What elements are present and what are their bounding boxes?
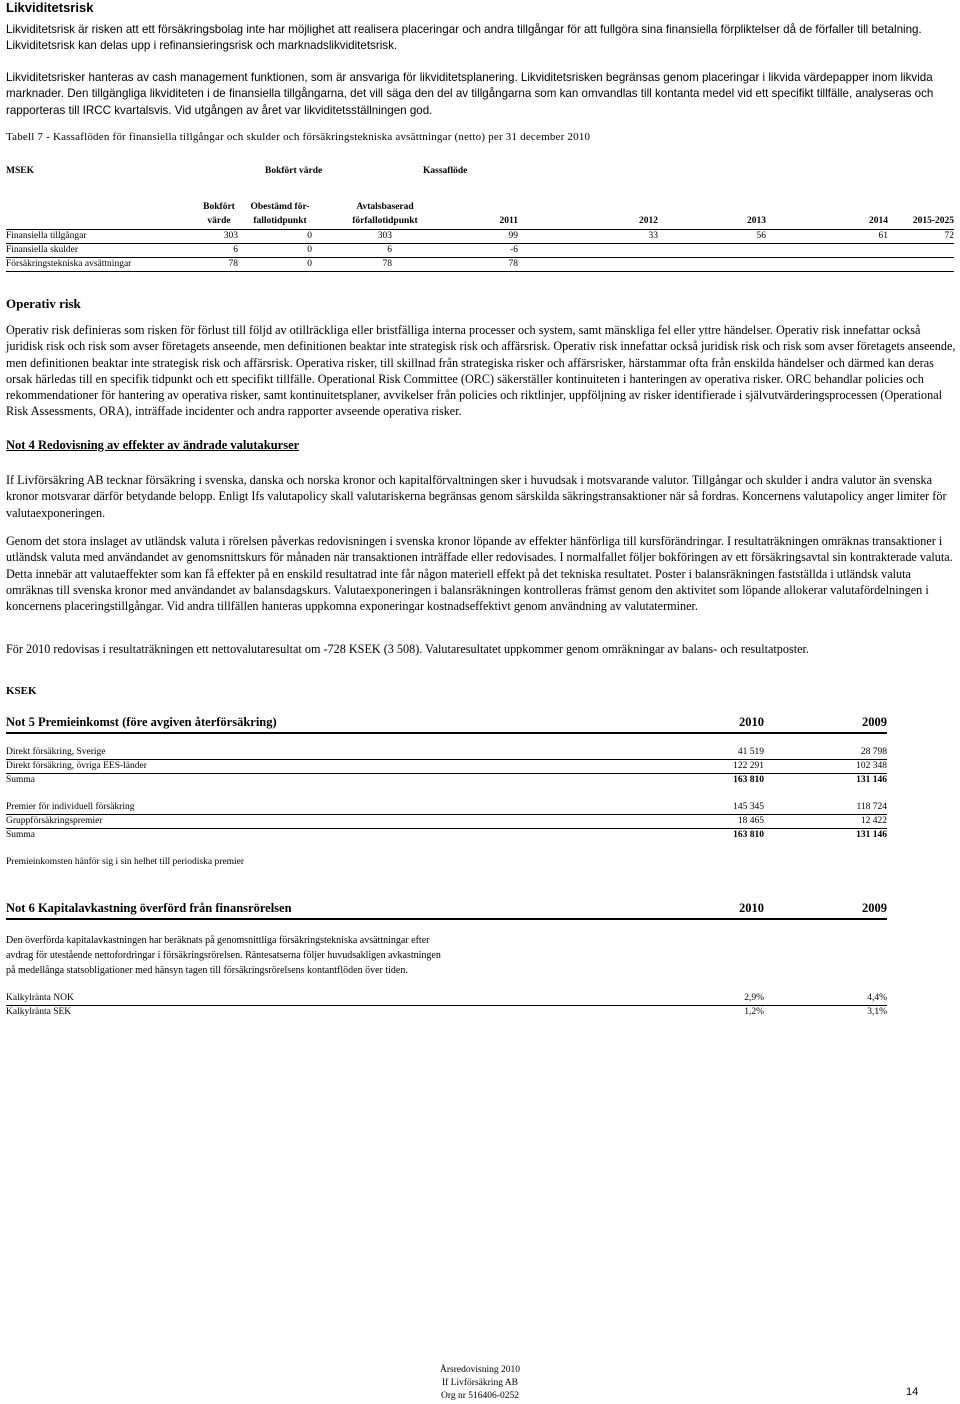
note5-cell: 41 519	[737, 747, 764, 757]
note6-row-rule	[6, 1005, 887, 1006]
table7-cell: 6	[233, 245, 238, 255]
note5-cell: 28 798	[860, 747, 887, 757]
note5-cell: 12 422	[860, 816, 887, 826]
note4-heading-text: Not 4 Redovisning av effekter av ändrade valutakurser	[6, 438, 300, 452]
note5-row-label: Direkt försäkring, övriga EES-länder	[6, 761, 147, 771]
footer-report-title: Årsredovisning 2010	[440, 1365, 520, 1375]
note5-row-rule	[6, 828, 887, 829]
note5-col-2010: 2010	[739, 715, 764, 729]
note6-col-2010: 2010	[739, 901, 764, 915]
footer	[380, 1364, 580, 1403]
note5-row-label: Gruppförsäkringspremier	[6, 816, 103, 826]
table7-cell: 0	[307, 231, 312, 241]
liquidity-paragraph-1: Likviditetsrisk är risken att ett försäkringsbolag inte har möjlighet att realisera placeringar och andra tillgångar för att fullgöra sina finansiella förpliktelser då de förfaller till betalning. Likviditetsrisk kan delas upp i refinansieringsrisk och marknadslikviditetsrisk.	[6, 23, 922, 53]
note5-cell: 131 146	[856, 775, 887, 785]
table7-row-label: Finansiella tillgångar	[6, 231, 87, 241]
note5-cell: 131 146	[856, 830, 887, 840]
note6-cell: 4,4%	[867, 993, 887, 1003]
note5-row-rule	[6, 773, 887, 774]
table7-header-2011: 2011	[499, 216, 518, 226]
table7-header-obestamd-2: fallotidpunkt	[253, 216, 307, 226]
table7-group-kassaflode: Kassaflöde	[423, 166, 468, 176]
footer-org-number: Org nr 516406-0252	[441, 1391, 519, 1401]
table7-cell: 72	[944, 231, 954, 241]
note5-header-rule	[6, 732, 887, 734]
note6-row-label: Kalkylränta NOK	[6, 993, 74, 1003]
note5-row-label: Summa	[6, 830, 36, 840]
table7-header-2014: 2014	[869, 216, 888, 226]
table7-header-bokfort-2: värde	[207, 216, 231, 226]
note5-cell: 145 345	[733, 802, 764, 812]
note5-row-label: Summa	[6, 775, 36, 785]
table7-cell: 0	[307, 259, 312, 269]
table7-header-rule	[6, 229, 954, 230]
note5-row-rule	[6, 814, 887, 815]
operational-paragraph: Operativ risk definieras som risken för förlust till följd av otillräckliga eller bristfälliga interna processer och system, samt mänskliga fel eller yttre händelser. Operativ risk innefattar också juridisk risk och risk som avser företagets anseende, men definitionen beaktar inte strategisk risk och affärsrisk. Operativ risk innefattar också juridisk risk och risk som avser företagets anseende, men definitionen beaktar inte strategisk risk och affärsrisk. Operativa risker, till skillnad från strategiska risker och affärsrisker, härstammar ofta från enskilda händelser och därmed kan deras orsak härledas till en specifik tidpunkt och ett specifikt tillfälle. Operational Risk Committee (ORC) säkerställer kontinuiteten i hanteringen av operativa risker. ORC behandlar policies och rekommendationer för hantering av operativa risker, samt kontinuitetsplaner, avvikelser från policies och riktlinjer, uppföljning av risker identifierade i självutvärderingsprocessen (Operational Risk Assessments, ORA), inträffade incidenter och andra rapporter avseende operativa risker.	[6, 323, 956, 419]
note4-paragraph-2: Genom det stora inslaget av utländsk valuta i rörelsen påverkas redovisningen i svenska kronor löpande av effekter hänförliga till kursförändringar. I resultaträkningen omräknas transaktioner i utländsk valuta med användandet av genomsnittskurs för månaden när transaktionen inträffade eller redovisades. I normalfallet följer bokföringen av ett försäkringsavtal sin kontrakterade valuta. Detta innebär att valutaeffekter som kan få effekter på en enskild resultatrad inte får någon materiell effekt på det tekniska resultatet. Poster i balansräkningen fastställda i utländsk valuta omräknas till svenska kronor med användandet av balansdagskurs. Valutaexponeringen i balansräkningen kontrolleras främst genom den aktivitet som löpande allokerar valutafördelningen i koncernens placeringstillgångar. Vid andra tillfällen hanteras uppkomna exponeringar kostnadseffektivt genom användning av valutaterminer.	[6, 534, 953, 614]
table7-cell: 303	[223, 231, 238, 241]
table7-header-2012: 2012	[639, 216, 658, 226]
note5-cell: 163 810	[733, 830, 764, 840]
note5-cell: 18 465	[737, 816, 764, 826]
note6-text-line-2: avdrag för utestående nettofordringar i försäkringsrörelsen. Räntesatserna följer huvudsakligen avkastningen	[6, 950, 441, 961]
note6-row-label: Kalkylränta SEK	[6, 1007, 72, 1017]
table7-header-2013: 2013	[747, 216, 766, 226]
table7-row-label: Finansiella skulder	[6, 245, 79, 255]
note4-heading	[6, 438, 299, 453]
note5-heading: Not 5 Premieinkomst (före avgiven återförsäkring)	[6, 715, 277, 729]
note6-text-line-3: på medellånga statsobligationer med hänsyn tagen till försäkringsrörelsens kontantflöden över tiden.	[6, 965, 408, 976]
note6-cell: 2,9%	[744, 993, 764, 1003]
table7-cell: 6	[387, 245, 392, 255]
note5-cell: 163 810	[733, 775, 764, 785]
note6-text-line-1: Den överförda kapitalavkastningen har beräknats på genomsnittliga försäkringstekniska avsättningar efter	[6, 935, 430, 946]
table7-header-avtal-2: förfallotidpunkt	[352, 216, 418, 226]
table7-cell: 0	[307, 245, 312, 255]
table7-cell: 303	[377, 231, 392, 241]
note6-header-rule	[6, 918, 887, 920]
table7-header-2015-2025: 2015-2025	[912, 216, 954, 226]
table7-bottom-rule	[6, 271, 954, 272]
table7-row-label: Försäkringstekniska avsättningar	[6, 259, 132, 269]
table7-cell: 78	[508, 259, 518, 269]
note5-footnote: Premieinkomsten hänför sig i sin helhet till periodiska premier	[6, 857, 244, 867]
table7-cell: 78	[382, 259, 392, 269]
table7-header-avtal-1: Avtalsbaserad	[356, 202, 414, 212]
table7-cell: -6	[510, 245, 518, 255]
note6-heading: Not 6 Kapitalavkastning överförd från finansrörelsen	[6, 901, 292, 915]
table7-caption: Tabell 7 - Kassaflöden för finansiella tillgångar och skulder och försäkringstekniska avsättningar (netto) per 31 december 2010	[6, 131, 591, 143]
table7-cell: 99	[508, 231, 518, 241]
note5-cell: 102 348	[856, 761, 887, 771]
operational-heading: Operativ risk	[6, 296, 81, 311]
note6-col-2009: 2009	[862, 901, 887, 915]
table7-cell: 78	[228, 259, 238, 269]
note5-unit: KSEK	[6, 685, 37, 697]
note5-row-rule	[6, 759, 887, 760]
table7-group-bokfort: Bokfört värde	[265, 166, 323, 176]
table7-cell: 33	[648, 231, 658, 241]
table7-header-obestamd-1: Obestämd för-	[250, 202, 310, 212]
page-number: 14	[906, 1386, 919, 1398]
note4-paragraph-1: If Livförsäkring AB tecknar försäkring i svenska, danska och norska kronor och kapitalförvaltningen sker i huvudsak i motsvarande valutor. Tillgångar och skulder i andra valutor än svenska kronor motsvarar därför betydande belopp. Enligt Ifs valutapolicy skall valutariskerna begränsas genom särskilda säkringstransaktioner när så fordras. Koncernens valutapolicy anger limiter för valutaexponeringen.	[6, 473, 947, 520]
liquidity-heading: Likviditetsrisk	[6, 0, 94, 15]
liquidity-paragraph-2: Likviditetsrisker hanteras av cash management funktionen, som är ansvariga för likviditetsplanering. Likviditetsrisken begränsas genom placeringar i likvida värdepapper inom likvida marknader. Den tillgängliga likviditeten i de finansiella tillgångarna, det vill säga den del av tillgångarna som kan omvandlas till kontanta medel vid ett specifikt tillfälle, analyseras och rapporteras till IRCC kvartalsvis. Vid utgången av året var likviditetsställningen god.	[6, 71, 934, 117]
note6-cell: 1,2%	[744, 1007, 764, 1017]
footer-company: If Livförsäkring AB	[442, 1378, 518, 1388]
note5-col-2009: 2009	[862, 715, 887, 729]
table7-cell: 61	[878, 231, 888, 241]
table7-row-rule	[6, 257, 954, 258]
note6-cell: 3,1%	[867, 1007, 887, 1017]
table7-row-rule	[6, 243, 954, 244]
note5-cell: 118 724	[856, 802, 887, 812]
table7-cell: 56	[756, 231, 766, 241]
table7-group-msek: MSEK	[6, 166, 34, 176]
note5-row-label: Direkt försäkring, Sverige	[6, 747, 106, 757]
note4-paragraph-3: För 2010 redovisas i resultaträkningen ett nettovalutaresultat om -728 KSEK (3 508). Valutaresultatet uppkommer genom omräkningar av balans- och resultatposter.	[6, 642, 809, 656]
note5-row-label: Premier för individuell försäkring	[6, 802, 135, 812]
note5-cell: 122 291	[733, 761, 764, 771]
table7-header-bokfort-1: Bokfört	[203, 202, 235, 212]
